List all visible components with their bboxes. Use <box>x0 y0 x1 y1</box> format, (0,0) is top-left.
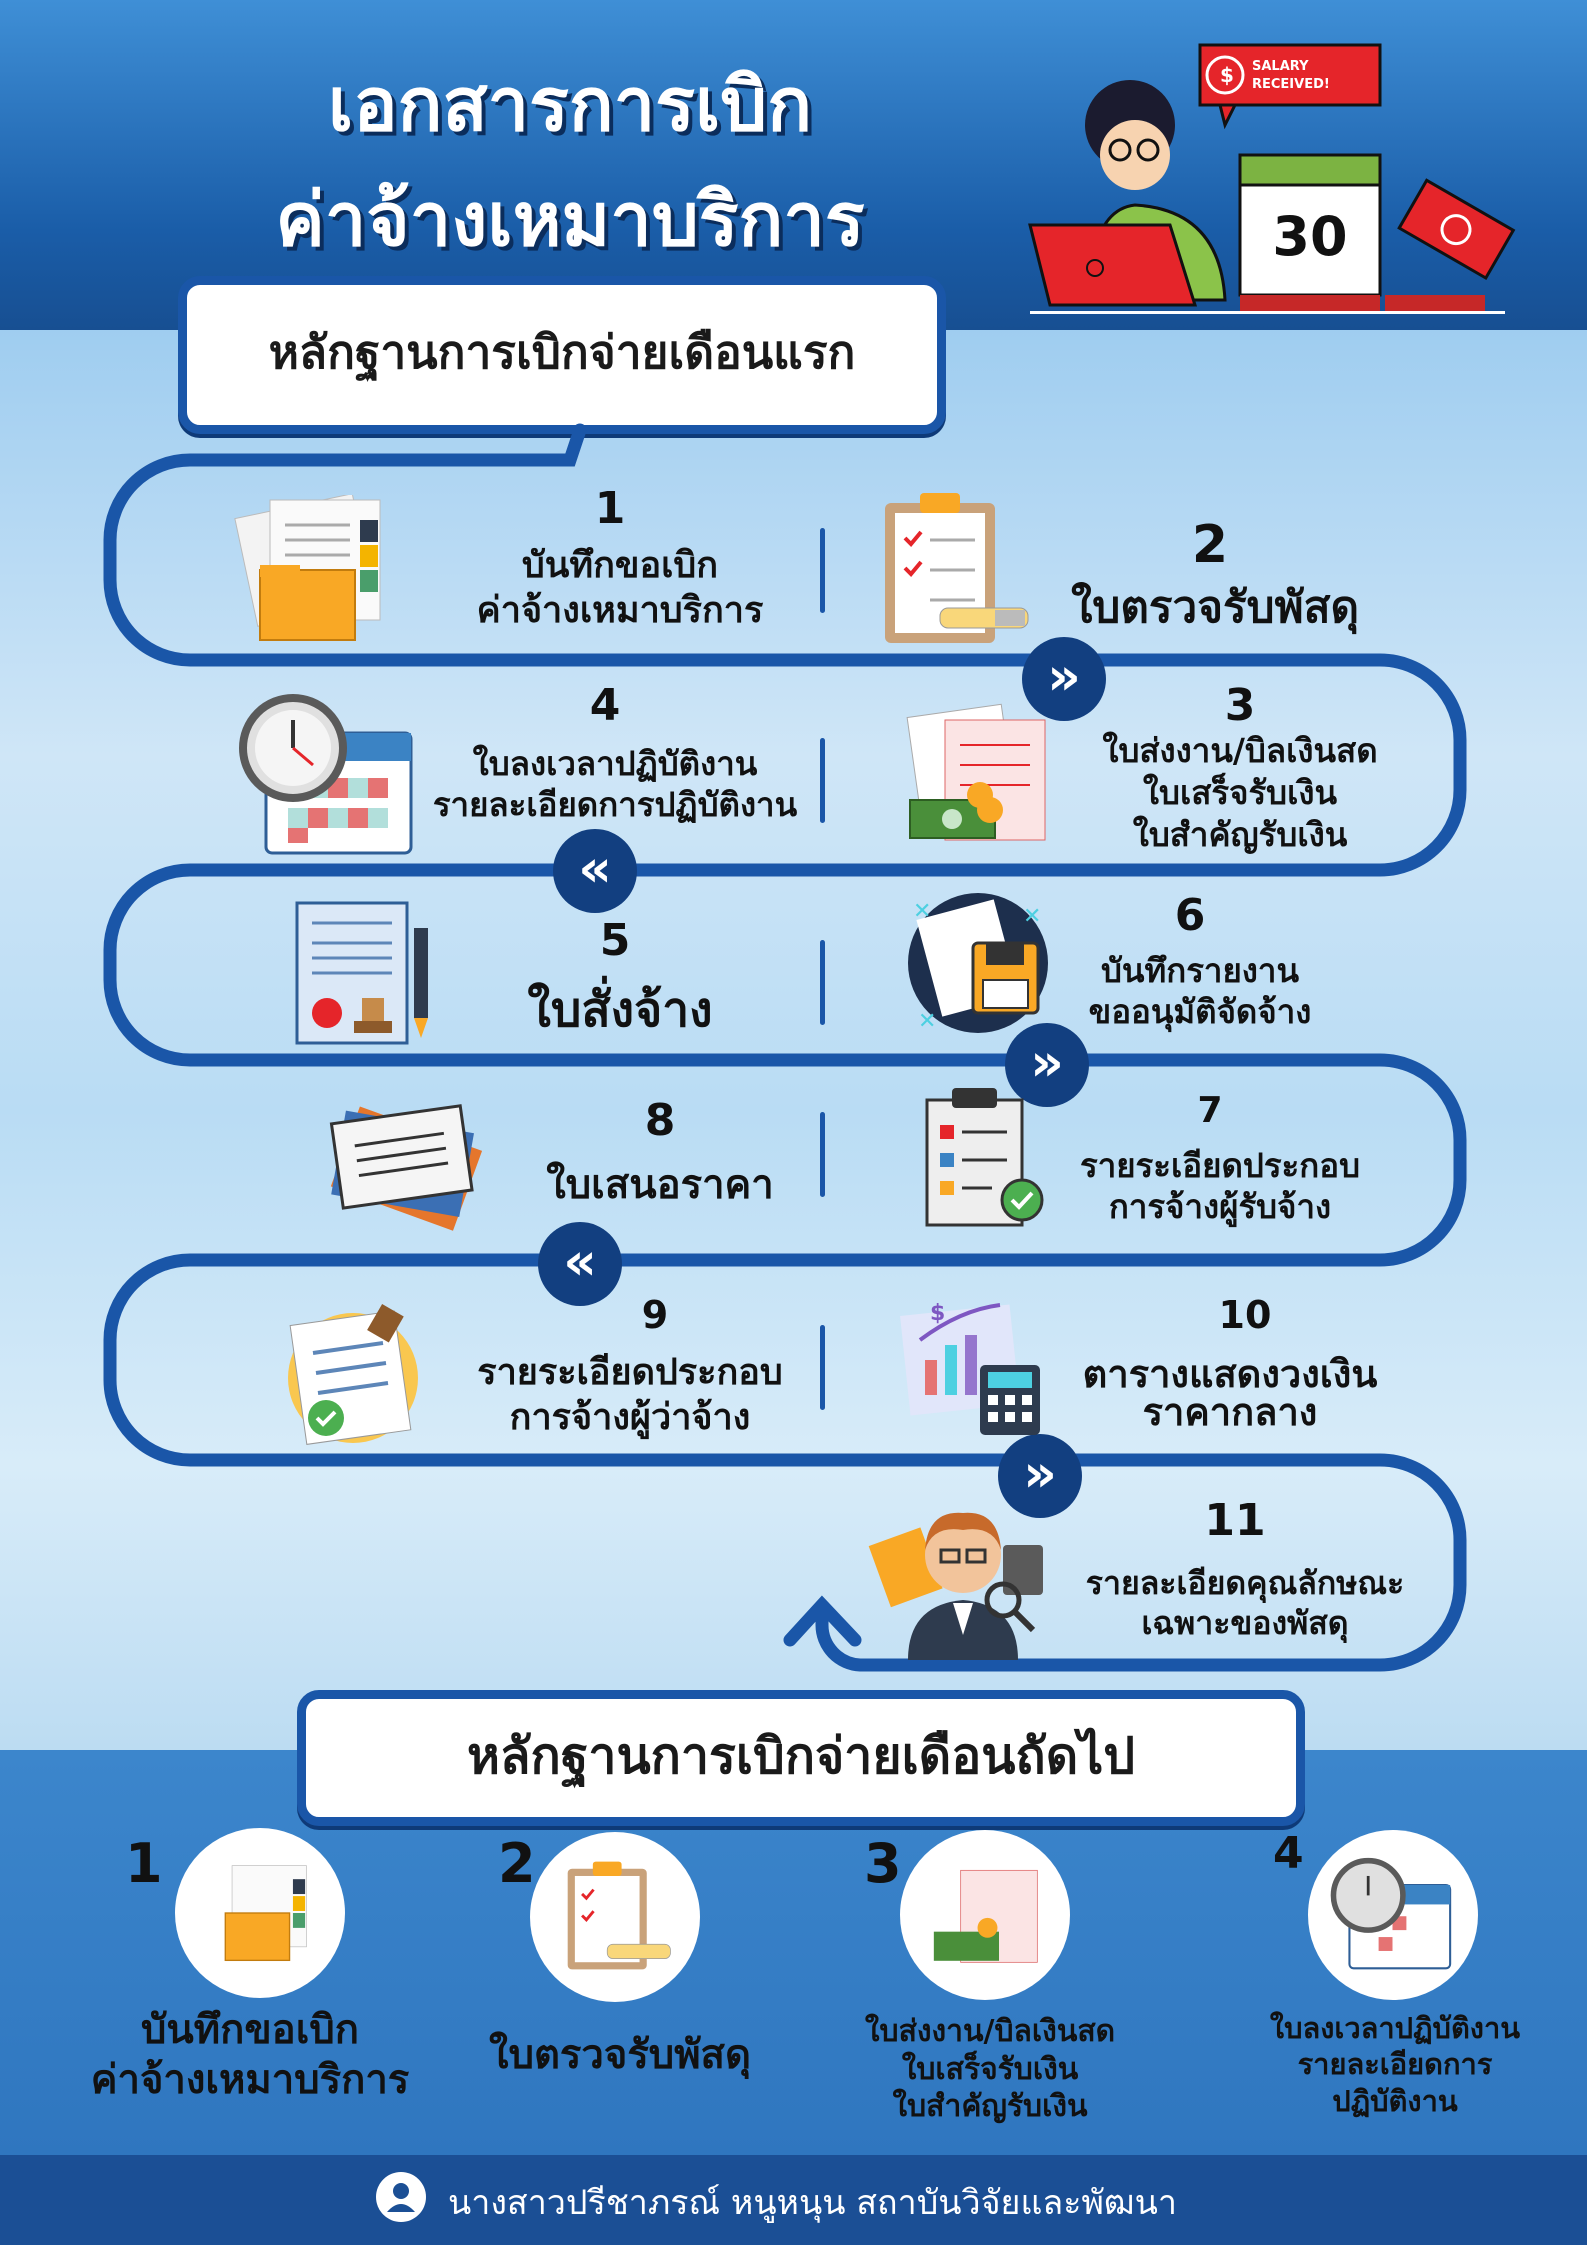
row-divider <box>820 738 825 823</box>
step-number: 8 <box>644 1095 676 1146</box>
clock-calendar-icon <box>1330 1857 1455 1972</box>
step-number: 7 <box>1197 1090 1223 1131</box>
next-step-number: 1 <box>125 1832 163 1895</box>
section-first-month-label: หลักฐานการเบิกจ่ายเดือนแรก <box>178 276 946 434</box>
step-label: ใบตรวจรับพัสดุ <box>1070 582 1360 633</box>
folder-documents-icon <box>230 495 400 645</box>
svg-text:RECEIVED!: RECEIVED! <box>1252 77 1330 92</box>
certificate-stamp-icon <box>292 898 437 1048</box>
row-divider <box>820 528 825 613</box>
step-label: ใบสั่งจ้าง <box>527 982 713 1038</box>
folder-documents-icon <box>205 1858 320 1968</box>
paper-stack-icon <box>312 1098 512 1238</box>
step-number: 6 <box>1174 890 1206 941</box>
footer-author: นางสาวปรีชาภรณ์ หนูหนุน สถาบันวิจัยและพัฒนา <box>448 2183 1177 2223</box>
step-number: 3 <box>1224 680 1256 731</box>
row-divider <box>820 1325 825 1410</box>
svg-text:✕: ✕ <box>918 1009 937 1034</box>
svg-text:$: $ <box>1220 63 1234 87</box>
step-label: ใบลงเวลาปฏิบัติงาน รายละเอียดการปฏิบัติงาน <box>432 744 798 825</box>
step-number: 11 <box>1204 1495 1266 1546</box>
floppy-document-icon <box>898 888 1058 1038</box>
step-label: บันทึกขอเบิก ค่าจ้างเหมาบริการ <box>476 545 764 631</box>
user-icon <box>376 2172 426 2222</box>
chevron-right-icon: » <box>1005 1023 1089 1107</box>
checklist-board-icon <box>922 1085 1047 1230</box>
next-step-number: 2 <box>498 1832 536 1895</box>
chevron-right-icon: » <box>1022 637 1106 721</box>
svg-text:SALARY: SALARY <box>1252 59 1309 74</box>
step-number: 4 <box>589 680 621 731</box>
next-step-label: ใบตรวจรับพัสดุ <box>489 2032 751 2078</box>
step-label: รายระเอียดประกอบ การจ้างผู้ว่าจ้าง <box>477 1352 783 1438</box>
next-step-label: ใบส่งงาน/บิลเงินสด ใบเสร็จรับเงิน ใบสำคัญรับเงิน <box>864 2014 1116 2124</box>
businessman-tools-icon <box>868 1495 1058 1660</box>
next-step-number: 4 <box>1273 1828 1304 1879</box>
chevron-left-icon: « <box>538 1222 622 1306</box>
bills-money-icon <box>905 700 1055 850</box>
svg-text:$: $ <box>930 1301 946 1326</box>
step-label: ตารางแสดงวงเงิน ราคากลาง <box>1082 1352 1378 1434</box>
step-number: 2 <box>1191 515 1229 575</box>
approved-document-icon <box>278 1298 428 1448</box>
bills-money-icon <box>930 1855 1045 1970</box>
step-label: บันทึกรายงาน ขออนุมัติจัดจ้าง <box>1088 951 1312 1032</box>
step-label: ใบเสนอราคา <box>546 1162 774 1208</box>
svg-text:✕: ✕ <box>913 899 932 924</box>
next-step-label: บันทึกขอเบิก ค่าจ้างเหมาบริการ <box>90 2007 410 2103</box>
step-number: 1 <box>594 483 626 534</box>
chart-calculator-icon <box>900 1290 1050 1440</box>
svg-text:30: 30 <box>1272 205 1348 268</box>
next-step-number: 3 <box>864 1832 902 1895</box>
row-divider <box>820 1112 825 1197</box>
next-step-label: ใบลงเวลาปฏิบัติงาน รายละเอียดการ ปฏิบัติงาน <box>1269 2011 1521 2118</box>
step-number: 9 <box>641 1293 669 1337</box>
step-number: 10 <box>1218 1293 1272 1337</box>
clipboard-checklist-icon <box>563 1858 673 1973</box>
clipboard-checklist-icon <box>880 488 1030 648</box>
chevron-right-icon: » <box>998 1434 1082 1518</box>
section-next-month-label: หลักฐานการเบิกจ่ายเดือนถัดไป <box>297 1690 1305 1826</box>
chevron-left-icon: « <box>553 829 637 913</box>
title-line2: ค่าจ้างเหมาบริการ <box>275 177 865 263</box>
step-label: รายละเอียดคุณลักษณะ เฉพาะของพัสดุ <box>1085 1564 1405 1642</box>
step-label: ใบส่งงาน/บิลเงินสด ใบเสร็จรับเงิน ใบสำคัญรับเงิน <box>1102 731 1378 855</box>
step-label: รายระเอียดประกอบ การจ้างผู้รับจ้าง <box>1079 1146 1361 1227</box>
title-line1: เอกสารการเบิก <box>327 62 813 148</box>
svg-text:✕: ✕ <box>1023 904 1042 929</box>
row-divider <box>820 940 825 1025</box>
step-number: 5 <box>599 915 631 966</box>
clock-calendar-icon <box>238 693 418 858</box>
